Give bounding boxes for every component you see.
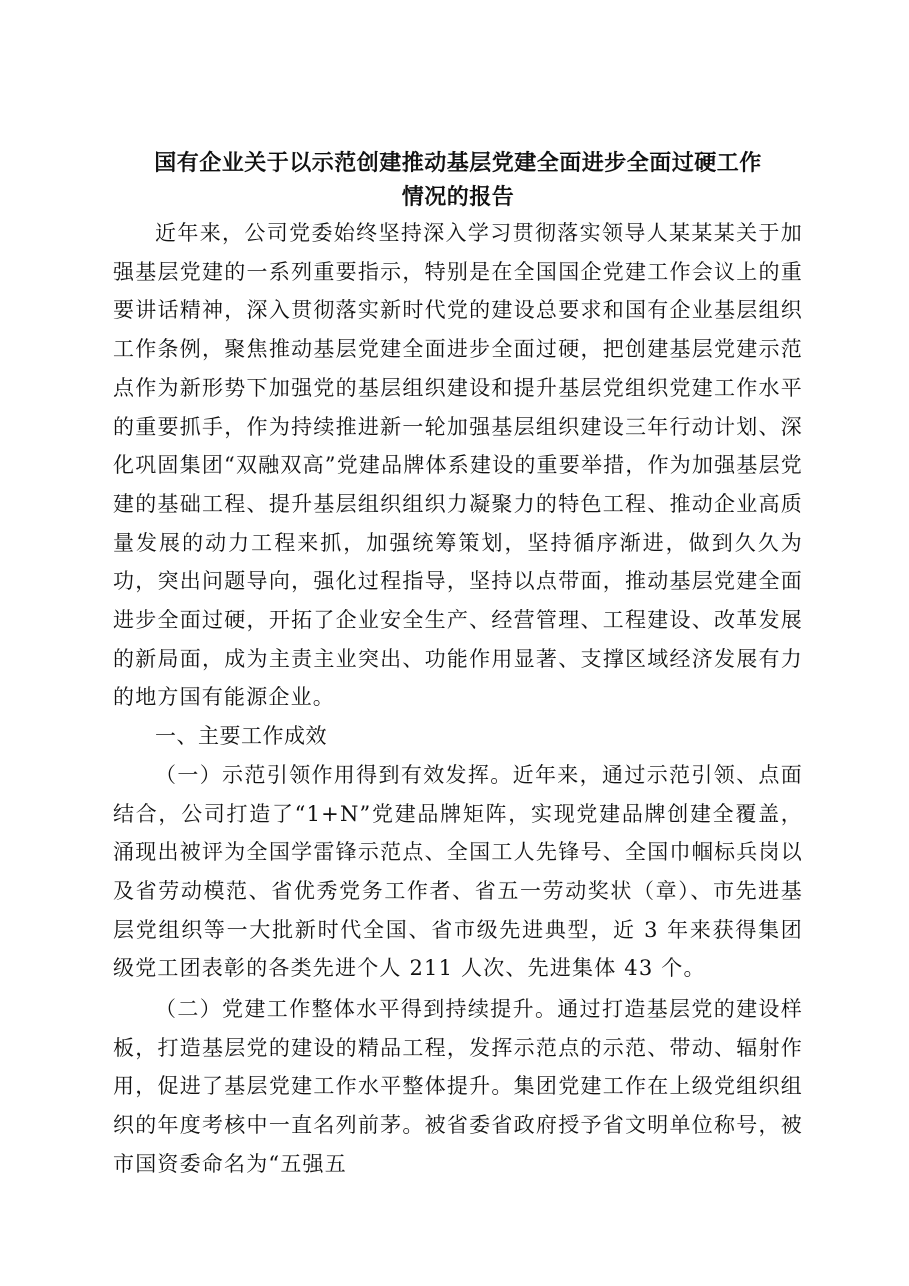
document-title-line-2: 情况的报告 [401,184,515,210]
section-heading-main-results: 一、主要工作成效 [155,724,327,749]
subsection-paragraph-2: （二）党建工作整体水平得到持续提升。通过打造基层党的建设样板，打造基层党的建设的精品工程，发挥示范点的示范、带动、辐射作用，促进了基层党建工作水平整体提升。集团党建工作在上级党组织组织的年度考核中一直名列前茅。被省委省政府授予省文明单位称号，被市国资委命名为“五强五 [113,997,803,1176]
document-body [113,146,803,1184]
document-title [113,146,803,214]
intro-paragraph: 近年来，公司党委始终坚持深入学习贯彻落实领导人某某某关于加强基层党建的一系列重要指示，特别是在全国国企党建工作会议上的重要讲话精神，深入贯彻落实新时代党的建设总要求和国有企业基层组织工作条例，聚焦推动基层党建全面进步全面过硬，把创建基层党建示范点作为新形势下加强党的基层组织建设和提升基层党组织党建工作水平的重要抓手，作为持续推进新一轮加强基层组织建设三年行动计划、深化巩固集团“双融双高”党建品牌体系建设的重要举措，作为加强基层党建的基础工程、提升基层组织组织力凝聚力的特色工程、推动企业高质量发展的动力工程来抓，加强统筹策划，坚持循序渐进，做到久久为功，突出问题导向，强化过程指导，坚持以点带面，推动基层党建全面进步全面过硬，开拓了企业安全生产、经营管理、工程建设、改革发展的新局面，成为主责主业突出、功能作用显著、支撑区域经济发展有力的地方国有能源企业。 [113,221,803,710]
subsection-paragraph-1: （一）示范引领作用得到有效发挥。近年来，通过示范引领、点面结合，公司打造了“1+N”党建品牌矩阵，实现党建品牌创建全覆盖，涌现出被评为全国学雷锋示范点、全国工人先锋号、全国巾帼标兵岗以及省劳动模范、省优秀党务工作者、省五一劳动奖状（章）、市先进基层党组织等一大批新时代全国、省市级先进典型，近 3 年来获得集团级党工团表彰的各类先进个人 211 人次、先进集体 43 个。 [113,762,803,981]
document-title-line-1: 国有企业关于以示范创建推动基层党建全面进步全面过硬工作 [154,150,762,176]
